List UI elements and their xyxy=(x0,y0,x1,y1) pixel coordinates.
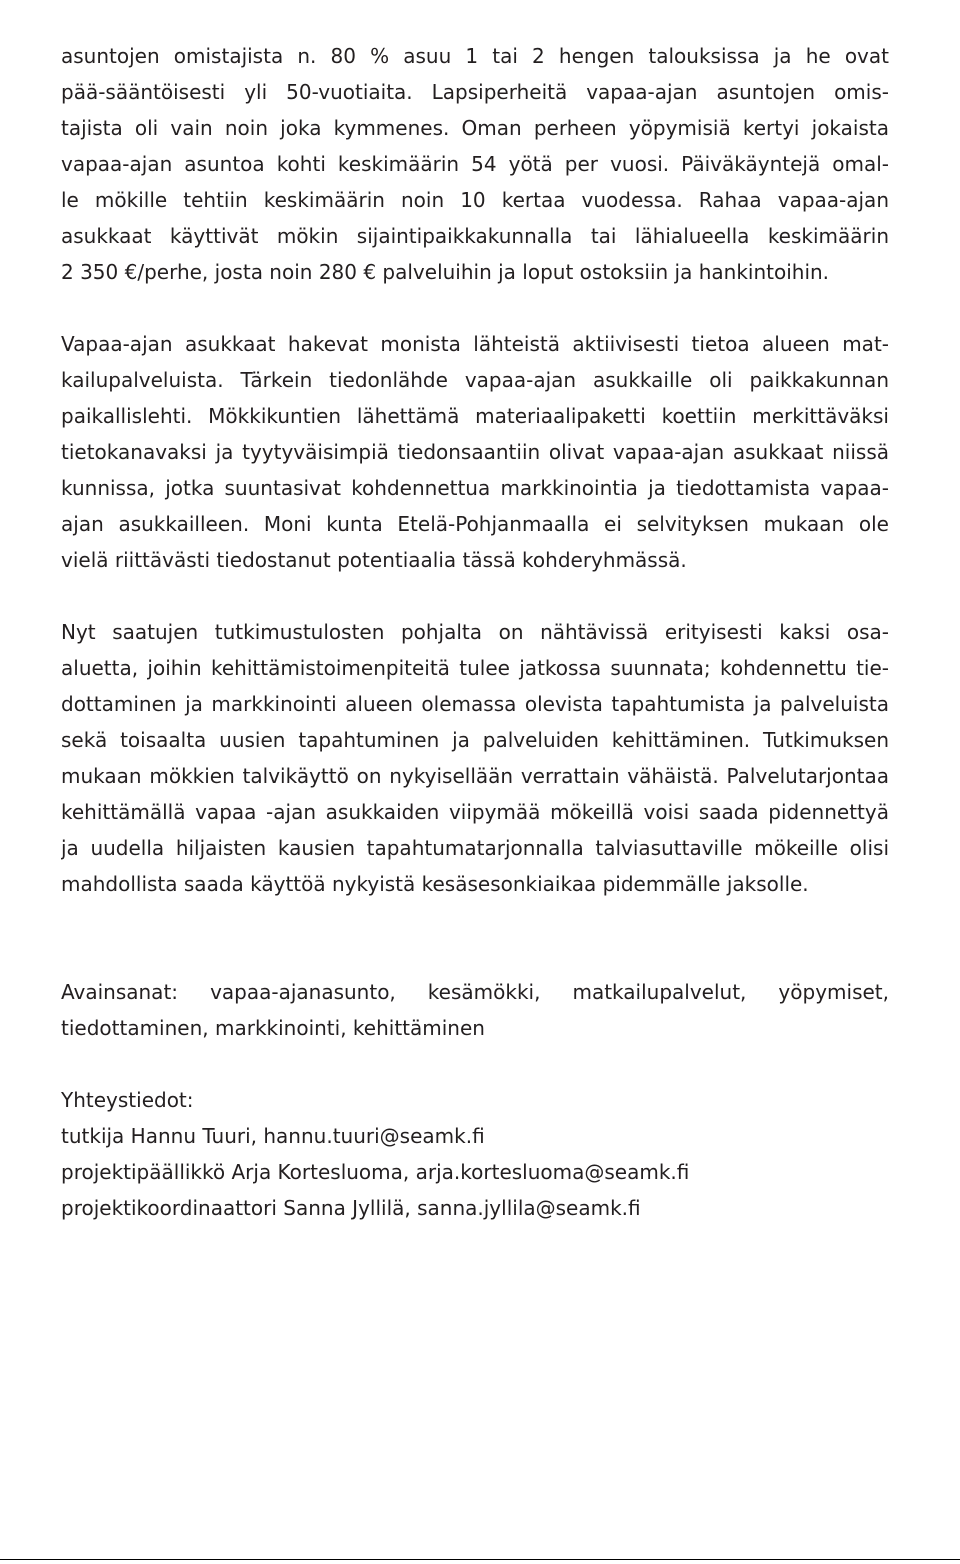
keywords-line-2: tiedottaminen, markkinointi, kehittäminen xyxy=(61,1016,485,1040)
text-line: pää-sääntöisesti yli 50-vuotiaita. Lapsiperheitä vapaa-ajan asuntojen omis- xyxy=(61,80,889,104)
keywords-line-1 xyxy=(61,974,889,1010)
keywords-list: vapaa-ajanasunto, kesämökki, matkailupalvelut, yöpymiset, xyxy=(210,980,889,1004)
text-line: mahdollista saada käyttöä nykyistä kesäsesonkiaikaa pidemmälle jaksolle. xyxy=(61,872,809,896)
paragraph-2 xyxy=(61,326,889,578)
text-line: paikallislehti. Mökkikuntien lähettämä materiaalipaketti koettiin merkittäväksi xyxy=(61,404,889,428)
paragraph-spacer xyxy=(61,578,889,614)
section-spacer xyxy=(61,902,889,974)
contact-line: projektikoordinaattori Sanna Jyllilä, sanna.jyllila@seamk.fi xyxy=(61,1196,641,1220)
paragraph-3 xyxy=(61,614,889,902)
text-line: kehittämällä vapaa -ajan asukkaiden viipymää mökeillä voisi saada pidennettyä xyxy=(61,800,889,824)
document-page xyxy=(61,38,889,1226)
keywords-section xyxy=(61,974,889,1046)
text-line: asuntojen omistajista n. 80 % asuu 1 tai 2 hengen talouksissa ja he ovat xyxy=(61,44,889,68)
contact-line: projektipäällikkö Arja Kortesluoma, arja.kortesluoma@seamk.fi xyxy=(61,1160,690,1184)
text-line: ajan asukkailleen. Moni kunta Etelä-Pohjanmaalla ei selvityksen mukaan ole xyxy=(61,512,889,536)
contacts-section xyxy=(61,1082,889,1226)
paragraph-spacer xyxy=(61,290,889,326)
text-line: ja uudella hiljaisten kausien tapahtumatarjonnalla talviasuttaville mökeille olisi xyxy=(61,836,889,860)
text-line: mukaan mökkien talvikäyttö on nykyisellään verrattain vähäistä. Palvelutarjontaa xyxy=(61,764,889,788)
text-line: kailupalveluista. Tärkein tiedonlähde vapaa-ajan asukkaille oli paikkakunnan xyxy=(61,368,889,392)
text-line: vapaa-ajan asuntoa kohti keskimäärin 54 yötä per vuosi. Päiväkäyntejä omal- xyxy=(61,152,889,176)
text-line: 2 350 €/perhe, josta noin 280 € palveluihin ja loput ostoksiin ja hankintoihin. xyxy=(61,260,830,284)
text-line: dottaminen ja markkinointi alueen olemassa olevista tapahtumista ja palveluista xyxy=(61,692,889,716)
text-line: asukkaat käyttivät mökin sijaintipaikkakunnalla tai lähialueella keskimäärin xyxy=(61,224,889,248)
section-spacer xyxy=(61,1046,889,1082)
paragraph-1 xyxy=(61,38,889,290)
text-line: Vapaa-ajan asukkaat hakevat monista lähteistä aktiivisesti tietoa alueen mat- xyxy=(61,332,889,356)
text-line: le mökille tehtiin keskimäärin noin 10 kertaa vuodessa. Rahaa vapaa-ajan xyxy=(61,188,889,212)
text-line: aluetta, joihin kehittämistoimenpiteitä tulee jatkossa suunnata; kohdennettu tie- xyxy=(61,656,889,680)
contacts-heading: Yhteystiedot: xyxy=(61,1088,194,1112)
text-line: tajista oli vain noin joka kymmenes. Oman perheen yöpymisiä kertyi jokaista xyxy=(61,116,889,140)
keywords-label: Avainsanat: xyxy=(61,980,179,1004)
contact-line: tutkija Hannu Tuuri, hannu.tuuri@seamk.fi xyxy=(61,1124,485,1148)
text-line: kunnissa, jotka suuntasivat kohdennettua markkinointia ja tiedottamista vapaa- xyxy=(61,476,889,500)
text-line: Nyt saatujen tutkimustulosten pohjalta on nähtävissä erityisesti kaksi osa- xyxy=(61,620,889,644)
footer-rule xyxy=(0,1559,960,1560)
text-line: tietokanavaksi ja tyytyväisimpiä tiedonsaantiin olivat vapaa-ajan asukkaat niissä xyxy=(61,440,889,464)
text-line: vielä riittävästi tiedostanut potentiaalia tässä kohderyhmässä. xyxy=(61,548,687,572)
text-line: sekä toisaalta uusien tapahtuminen ja palveluiden kehittäminen. Tutkimuksen xyxy=(61,728,889,752)
